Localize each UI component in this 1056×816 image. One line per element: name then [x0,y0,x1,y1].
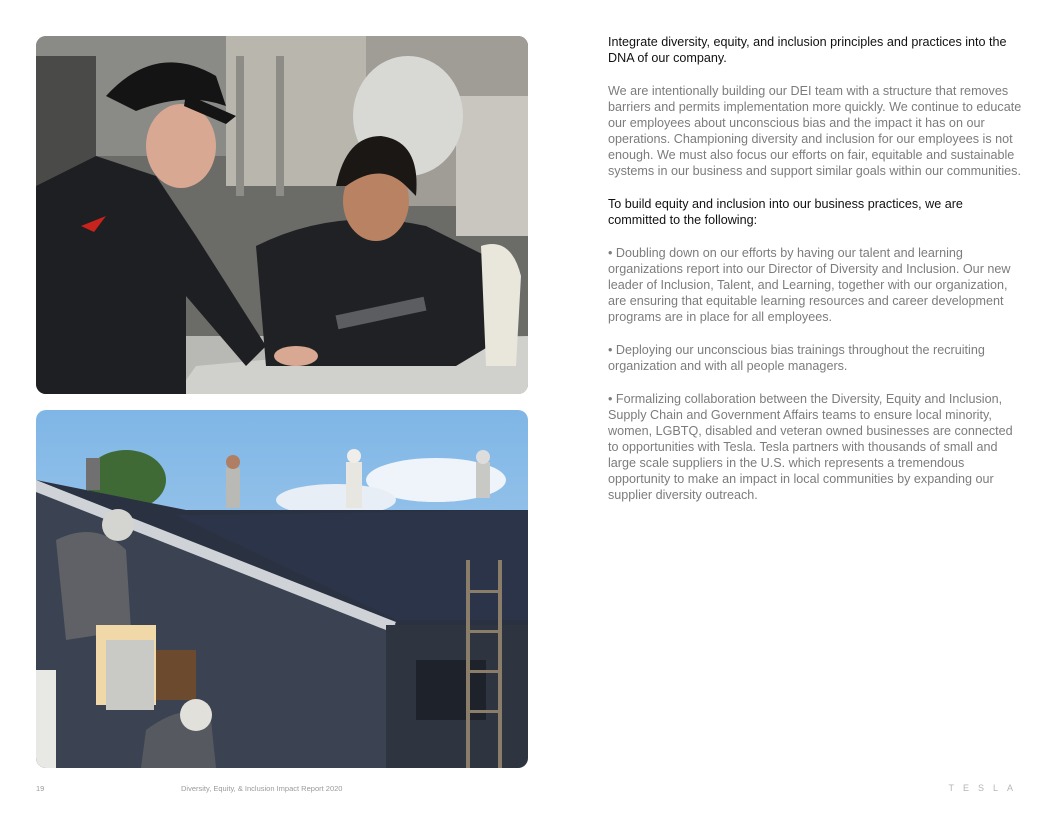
commitment-item: • Formalizing collaboration between the Diversity, Equity and Inclusion, Supply Chain and Government Affairs teams to ensure local minority, women, LGBTQ, disabled and veteran owned businesses are connected to opportunities with Tesla. Tesla partners with thousands of small and large scale suppliers in the U.S. which represents a tremendous opportunity to make an impact in local communities by expanding our supplier diversity outreach. [608,392,1013,502]
report-title: Diversity, Equity, & Inclusion Impact Report 2020 [181,784,343,793]
section-heading-1: Integrate diversity, equity, and inclusion principles and practices into the DNA of our company. [608,35,1007,65]
workshop-photo [36,36,528,394]
commitment-item: • Doubling down on our efforts by having our talent and learning organizations report into our Director of Diversity and Inclusion. Our new leader of Inclusion, Talent, and Learning, together with our organization, are ensuring that equitable learning resources and career development programs are in place for all employees. [608,246,1011,324]
page-number: 19 [36,784,45,793]
body-paragraph: We are intentionally building our DEI team with a structure that removes barriers and permits implementation more quickly. We continue to educate our employees about unconscious bias and the impact it has on our operations. Championing diversity and inclusion for our employees is not enough. We must also focus our efforts on fair, equitable and sustainable systems in our business and support similar goals within our communities. [608,84,1022,178]
commitment-item: • Deploying our unconscious bias trainings throughout the recruiting organization and with all people managers. [608,343,985,373]
article-text [608,34,1024,520]
solar-roof-photo [36,410,528,768]
section-heading-2: To build equity and inclusion into our business practices, we are committed to the following: [608,197,963,227]
brand-wordmark: TESLA [948,783,1022,793]
page-footer [0,784,1056,796]
